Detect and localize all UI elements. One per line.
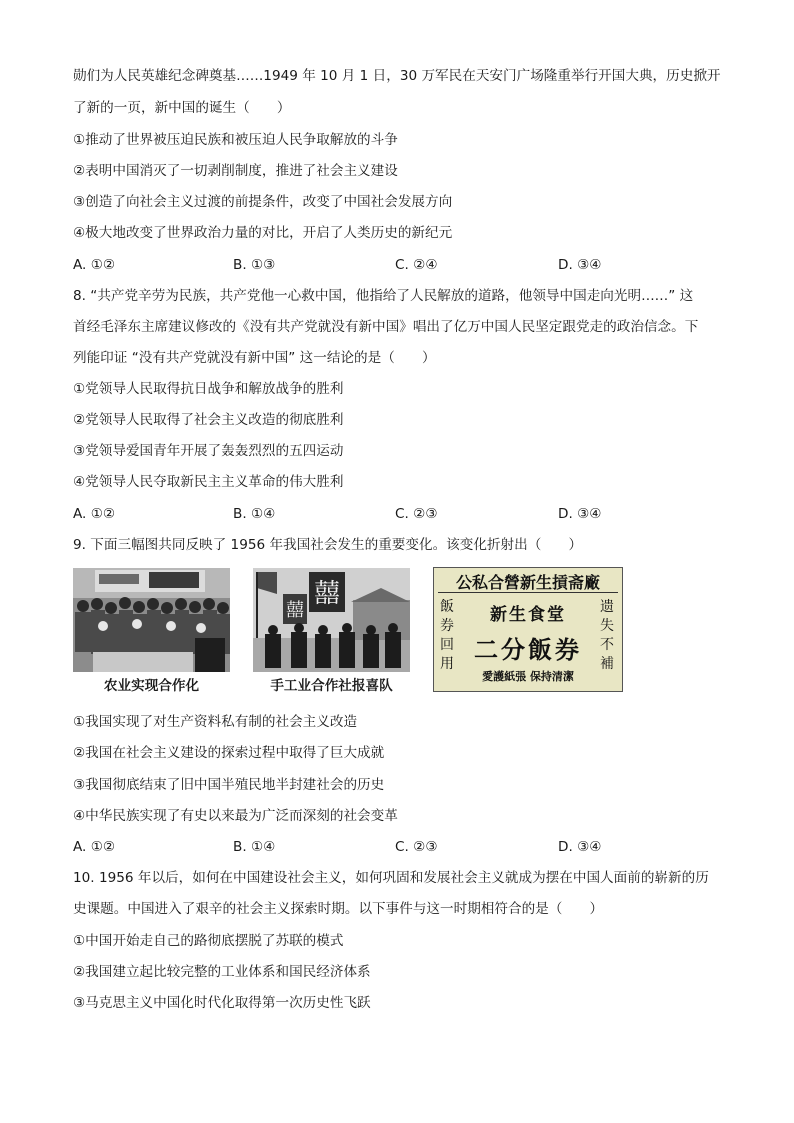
q8-statement-3: ③党领导爱国青年开展了轰轰烈烈的五四运动 bbox=[73, 443, 344, 459]
handicraft-cooperative-photo bbox=[253, 568, 410, 672]
q10-statement-2: ②我国建立起比较完整的工业体系和国民经济体系 bbox=[73, 964, 371, 980]
q10-stem-line1: 10. 1956 年以后，如何在中国建设社会主义，如何巩固和发展社会主义就成为摆在中国人面前的崭新的历 bbox=[73, 870, 709, 886]
q9-option-b[interactable]: B. ①④ bbox=[233, 839, 276, 855]
q7-option-b[interactable]: B. ①③ bbox=[233, 257, 276, 273]
q8-option-a[interactable]: A. ①② bbox=[73, 506, 116, 522]
agricultural-cooperation-photo bbox=[73, 568, 230, 672]
ticket-left-text: 飯券回用 bbox=[440, 599, 454, 672]
q9-statement-1: ①我国实现了对生产资料私有制的社会主义改造 bbox=[73, 714, 358, 730]
q10-statement-1: ①中国开始走自己的路彻底摆脱了苏联的模式 bbox=[73, 933, 344, 949]
ticket-header: 公私合營新生摃斋廠 bbox=[455, 573, 600, 592]
handicraft-cooperative-caption: 手工业合作社报喜队 bbox=[270, 678, 393, 694]
q7-options bbox=[73, 255, 723, 275]
q8-options bbox=[73, 504, 723, 524]
svg-text:囍: 囍 bbox=[313, 579, 341, 609]
q7-statement-1: ①推动了世界被压迫民族和被压迫人民争取解放的斗争 bbox=[73, 132, 398, 148]
q8-stem-line3: 列能印证 “没有共产党就没有新中国” 这一结论的是（ ） bbox=[73, 350, 436, 366]
q7-stem-line2: 了新的一页，新中国的诞生（ ） bbox=[73, 100, 291, 116]
q7-option-a[interactable]: A. ①② bbox=[73, 257, 116, 273]
q9-statement-2: ②我国在社会主义建设的探索过程中取得了巨大成就 bbox=[73, 745, 385, 761]
agricultural-cooperation-caption: 农业实现合作化 bbox=[103, 678, 200, 694]
ticket-right-text: 遗失不補 bbox=[600, 599, 614, 672]
q9-options bbox=[73, 837, 723, 857]
q8-option-d[interactable]: D. ③④ bbox=[558, 506, 602, 522]
q9-stem: 9. 下面三幅图共同反映了 1956 年我国社会发生的重要变化。该变化折射出（ ） bbox=[73, 537, 583, 553]
svg-text:囍: 囍 bbox=[286, 600, 304, 621]
q10-stem-line2: 史课题。中国进入了艰辛的社会主义探索时期。以下事件与这一时期相符合的是（ ） bbox=[73, 901, 604, 917]
meal-ticket-image bbox=[433, 567, 623, 692]
q7-stem-line1: 勋们为人民英雄纪念碑奠基……1949 年 10 月 1 日，30 万军民在天安门广场隆重举行开国大典，历史掀开 bbox=[73, 68, 721, 84]
q7-statement-2: ②表明中国消灭了一切剥削制度，推进了社会主义建设 bbox=[73, 163, 398, 179]
q8-statement-2: ②党领导人民取得了社会主义改造的彻底胜利 bbox=[73, 412, 344, 428]
q9-statement-4: ④中华民族实现了有史以来最为广泛而深刻的社会变革 bbox=[73, 808, 398, 824]
ticket-footer: 愛護紙張 保持清潔 bbox=[482, 670, 574, 683]
q10-statement-3: ③马克思主义中国化时代化取得第一次历史性飞跃 bbox=[73, 995, 371, 1011]
q9-statement-3: ③我国彻底结束了旧中国半殖民地半封建社会的历史 bbox=[73, 777, 385, 793]
q8-stem-line2: 首经毛泽东主席建议修改的《没有共产党就没有新中国》唱出了亿万中国人民坚定跟党走的政治信念。下 bbox=[73, 319, 699, 335]
q8-option-c[interactable]: C. ②③ bbox=[395, 506, 438, 522]
q7-option-d[interactable]: D. ③④ bbox=[558, 257, 602, 273]
q7-statement-4: ④极大地改变了世界政治力量的对比，开启了人类历史的新纪元 bbox=[73, 225, 453, 241]
q9-option-a[interactable]: A. ①② bbox=[73, 839, 116, 855]
ticket-canteen-name: 新生食堂 bbox=[490, 605, 566, 625]
q8-statement-1: ①党领导人民取得抗日战争和解放战争的胜利 bbox=[73, 381, 344, 397]
q8-stem-line1: 8. “共产党辛劳为民族，共产党他一心救中国，他指给了人民解放的道路，他领导中国走向光明……” 这 bbox=[73, 288, 694, 304]
q7-statement-3: ③创造了向社会主义过渡的前提条件，改变了中国社会发展方向 bbox=[73, 194, 453, 210]
ticket-value: 二分飯券 bbox=[474, 635, 582, 664]
q9-option-c[interactable]: C. ②③ bbox=[395, 839, 438, 855]
q7-option-c[interactable]: C. ②④ bbox=[395, 257, 438, 273]
q9-option-d[interactable]: D. ③④ bbox=[558, 839, 602, 855]
q8-statement-4: ④党领导人民夺取新民主主义革命的伟大胜利 bbox=[73, 474, 344, 490]
q8-option-b[interactable]: B. ①④ bbox=[233, 506, 276, 522]
